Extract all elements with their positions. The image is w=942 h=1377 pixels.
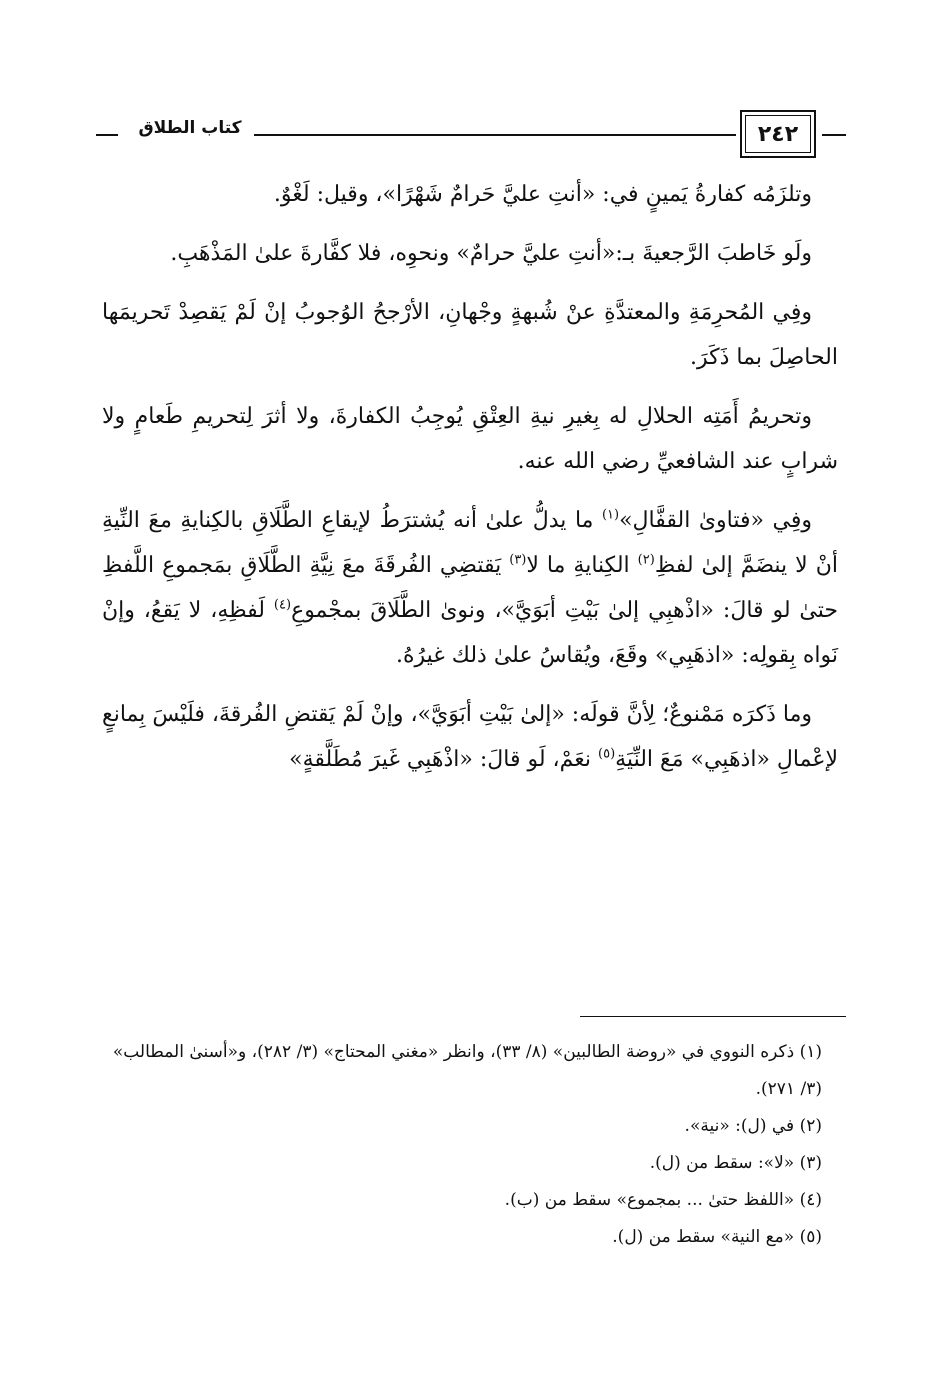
paragraph-1: وتلزَمُه كفارةُ يَمينٍ في: «أنتِ عليَّ حَرامٌ شَهْرًا»، وقيل: لَغْوٌ. xyxy=(273,182,812,207)
footnote-ref-1: (١) xyxy=(601,507,620,523)
page-number-frame xyxy=(740,110,816,158)
paragraph-6-text-1: وما ذَكرَه مَمْنوعٌ؛ لِأنَّ قولَه: «إلىٰ بَيْتِ أبَوَيَّ»، وإنْ لَمْ يَقتضِ الفُرقةَ، فلَيْسَ بِمانعٍ لإعْمالِ «اذهَبِي» مَعَ النِّيَةِ xyxy=(102,702,838,772)
main-text xyxy=(102,172,838,796)
paragraph-5 xyxy=(102,498,838,678)
footnote-ref-2: (٢) xyxy=(637,552,655,568)
paragraph-6-text-2: نعَمْ، لَو قالَ: «اذْهَبِي غَيرَ مُطَلَّقةٍ» xyxy=(289,747,598,772)
page-number: ٢٤٢ xyxy=(757,121,799,147)
paragraph-5-text-4: يَقتضِي الفُرقَةَ معَ نِيَّةِ الطَّلَاقِ بمَجموعِ اللَّفظِ حتىٰ لو قالَ: «اذْهبِي إلىٰ بَيْتِ أبَوَيَّ»، ونوىٰ الطَّلَاقَ بمجْموعِ xyxy=(102,553,839,623)
footnote-ref-3: (٣) xyxy=(509,552,527,568)
paragraph-2: ولَو خَاطبَ الرَّجعيةَ بـ:«أنتِ عليَّ حرامٌ» ونحوِه، فلا كفَّارةَ علىٰ المَذْهَبِ. xyxy=(170,241,812,266)
header-rule-right xyxy=(822,134,846,136)
paragraph-3: وفِي المُحرِمَةِ والمعتدَّةِ عنْ شُبهةٍ وجْهانِ، الأرْجحُ الوُجوبُ إنْ لَمْ يَقصِدْ تَحريمَها الحاصِلَ بما ذَكَرَ. xyxy=(102,300,838,370)
footnote-1: (١) ذكره النووي في «روضة الطالبين» (٨/ ٣٣)، وانظر «مغني المحتاج» (٣/ ٢٨٢)، و«أسنىٰ المطالب» (٣/ ٢٧١). xyxy=(112,1042,822,1099)
paragraph-5-text-1: وفِي «فتاوىٰ القفَّالِ» xyxy=(619,508,812,533)
footnote-ref-4: (٤) xyxy=(273,597,292,613)
footnote-ref-5: (٥) xyxy=(598,746,616,762)
page-header xyxy=(96,104,846,164)
footnote-5: (٥) «مع النية» سقط من (ل). xyxy=(612,1227,822,1247)
footnote-3: (٣) «لا»: سقط من (ل). xyxy=(649,1153,822,1173)
paragraph-4: وتحريمُ أَمَتِه الحلالِ له بِغيرِ نيةِ العِتْقِ يُوجِبُ الكفارةَ، ولا أثرَ لِتحريمِ طَعامٍ ولا شرابٍ عند الشافعيِّ رضي الله عنه. xyxy=(102,404,838,474)
footnote-2: (٢) في (ل): «نية». xyxy=(684,1116,822,1136)
header-rule-main xyxy=(254,134,736,136)
footnotes xyxy=(100,1034,838,1256)
paragraph-6 xyxy=(102,692,838,782)
paragraph-5-text-5: لَفظِهِ، لا يَقعُ، وإنْ نَواه بِقولِه: «اذهَبِي» وقَعَ، ويُقاسُ علىٰ ذلك غيرُهُ. xyxy=(102,598,838,668)
paragraph-5-text-2: ما يدلُّ علىٰ أنه يُشترَطُ لإيقاعِ الطَّلَاقِ بالكِنايةِ معَ النِّيةِ أنْ لا ينضَمَّ إلىٰ لفظِ xyxy=(102,508,839,578)
running-title: كتاب الطلاق xyxy=(138,118,242,138)
footnote-separator xyxy=(580,1016,846,1017)
footnote-4: (٤) «اللفظ حتىٰ ... بمجموع» سقط من (ب). xyxy=(504,1190,822,1210)
header-rule-left xyxy=(96,134,118,136)
paragraph-5-text-3: الكِنايةِ ما لا xyxy=(526,553,638,578)
